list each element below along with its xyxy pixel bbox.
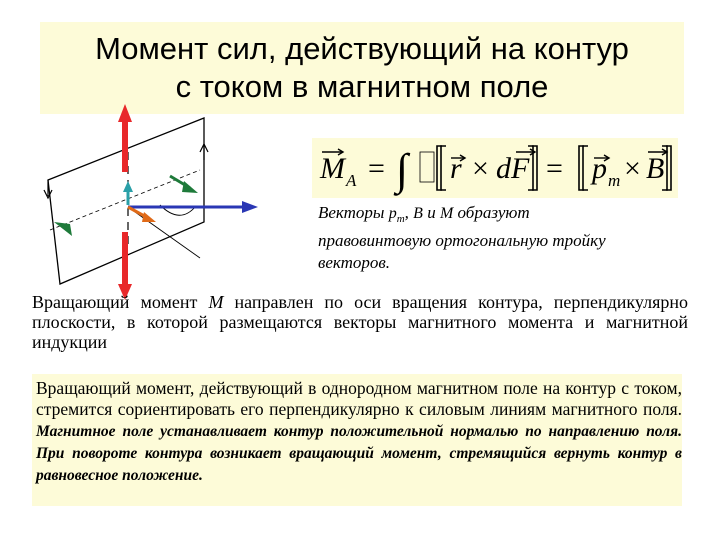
paragraph-torque-effect <box>32 374 682 506</box>
p2-bold-text: Магнитное поле устанавливает контур положительной нормалью по направлению поля. При повороте контура возникает вращающий момент, стремящийся вернуть контур в равновесное положение. <box>36 423 682 484</box>
torque-vector-down <box>122 232 128 288</box>
formula-M-sub: A <box>346 171 357 190</box>
formula-M: M <box>320 152 345 185</box>
vectors-note-line-2: правовинтовую ортогональную тройку <box>318 231 606 251</box>
formula-eq2: = <box>546 152 563 185</box>
paragraph-torque-direction <box>32 292 688 352</box>
vector-b-symbol: B <box>413 205 423 222</box>
vectors-suffix: образуют <box>457 203 530 222</box>
formula-r: r <box>450 152 462 185</box>
formula-B: B <box>646 152 665 185</box>
p1-m-symbol: M <box>208 292 224 312</box>
vector-p-symbol: $p_m$ <box>388 205 405 226</box>
title-line-2: с током в магнитном поле <box>175 69 549 104</box>
formula-dF: dF <box>496 152 530 185</box>
vector-m-symbol: M <box>439 205 454 222</box>
formula-eq1: = <box>368 152 385 185</box>
p2-normal-text: Вращающий момент, действующий в однородном магнитном поле на контур с током, стремится сориентировать его перпендикулярно к силовым линиям магнитного поля. <box>36 378 682 419</box>
title-line-1: Момент сил, действующий на контур <box>95 31 629 66</box>
vectors-prefix: Векторы <box>318 203 385 222</box>
slide-title <box>40 30 684 106</box>
vectors-note-line-3: векторов. <box>318 253 391 273</box>
vectors-comma: , <box>404 203 409 222</box>
formula-times2: × <box>624 152 641 185</box>
torque-diagram <box>0 100 300 300</box>
formula-p-sub: m <box>608 171 621 190</box>
p1-before: Вращающий момент <box>32 292 198 312</box>
vectors-note <box>318 202 688 274</box>
formula-integral: ∫ <box>396 145 409 194</box>
vectors-and: и <box>427 203 436 222</box>
p1-after: направлен по оси вращения контура, перпендикулярно плоскости, в которой размещаются векторы магнитного момента и магнитной индукции <box>32 292 688 352</box>
vectors-note-line-1 <box>318 202 688 230</box>
torque-vector-up <box>122 118 128 172</box>
formula-p: p <box>592 152 607 185</box>
torque-formula <box>312 138 678 198</box>
formula-svg <box>312 138 678 198</box>
formula-times: × <box>472 152 489 185</box>
